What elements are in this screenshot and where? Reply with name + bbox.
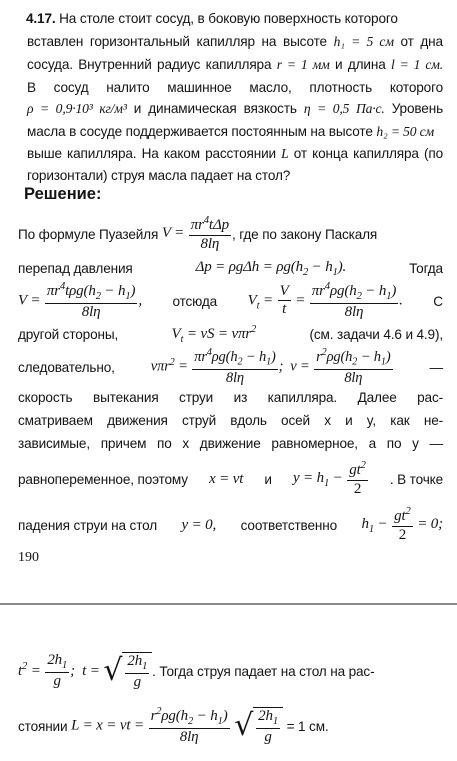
- solution-line-7: сматриваем движения струй вдоль осей x и y, как не-: [18, 413, 443, 428]
- solution-line-12: стоянии L = x = vt = $\frac{r^2\rho g(h_2 - h_1)}{8l\eta}$ √ $\frac{2h_1}{g}$ = 1 см.: [18, 706, 329, 746]
- problem-line-8: горизонтали) струя масла падает на стол?: [27, 168, 291, 183]
- formula-poiseuille: V = $\pi r^4t\Delta p$ 8lη: [161, 215, 229, 252]
- formula-vs: $V_t$ = vS = vπr$^2$: [171, 323, 257, 345]
- problem-line-4: В сосуд налито машинное масло, плотность которого: [27, 80, 443, 95]
- formula-distance: L = x = vt = $\frac{r^2\rho g(h_2 - h_1)}{8l\eta}$ √ $\frac{2h_1}{g}$: [71, 706, 283, 746]
- formula-flow-rate: $V_t$ = $\frac{V}{t}$ = $\frac{\pi r^4\rho g(h_2 - h_1)}{8l\eta}$ .: [247, 281, 403, 321]
- formula-y: $y = h_1$ − $\frac{gt^2}{2}$: [292, 460, 366, 497]
- solution-line-6: скорость вытекания струи из капилляра. Далее рас-: [18, 390, 443, 405]
- page-divider: [0, 603, 457, 605]
- formula-fall: $h_1$ − $\frac{gt^2}{2}$ = 0;: [361, 506, 443, 543]
- solution-line-3: V = $\pi r^4t\rho g(h_2 - h_1)$ 8lη , отсюда $V_t$ = $\frac{V}{t}$ = $\frac{\pi r^4\rho g(h_2 - h_1)}{8l\eta}$ . С: [18, 281, 443, 321]
- formula-x: x = vt: [209, 470, 244, 487]
- solution-line-11: $t^2$ = $\frac{2h_1}{g}$ ; t = √ $\frac{2h_1}{g}$ . Тогда струя падает на стол на рас-: [18, 651, 375, 690]
- problem-line-3: сосуда. Внутренний радиус капилляра r = 1 мм и длина l = 1 см.: [27, 57, 443, 72]
- solution-line-8: зависимые, причем по x движение равномерное, а по y —: [18, 436, 443, 451]
- page-number: 190: [18, 550, 39, 565]
- formula-volume: V = $\pi r^4t\rho g(h_2 - h_1)$ 8lη ,: [18, 281, 142, 321]
- formula-velocity: vπr$^2$ = $\frac{\pi r^4\rho g(h_2 - h_1)}{8l\eta}$ ; v = $\frac{r^2\rho g(h_2 - h_1)}{8l\eta}$: [150, 346, 391, 387]
- solution-heading: Решение:: [24, 185, 102, 203]
- problem-line-7: выше капилляра. На каком расстоянии L от конца капилляра (по: [27, 146, 444, 161]
- formula-y-zero: y = 0,: [181, 516, 217, 533]
- formula-time: $t^2$ = $\frac{2h_1}{g}$ ; t = √ $\frac{2h_1}{g}$: [18, 652, 152, 691]
- problem-number: 4.17.: [26, 11, 56, 26]
- solution-line-10: падения струи на стол y = 0, соответственно $h_1$ − $\frac{gt^2}{2}$ = 0;: [18, 506, 443, 543]
- solution-line-5: следовательно, vπr$^2$ = $\frac{\pi r^4\rho g(h_2 - h_1)}{8l\eta}$ ; v = $\frac{r^2\rho g(h_2 - h_1)}{8l\eta}$ —: [18, 346, 443, 387]
- problem-line-2: вставлен горизонтальный капилляр на высоте h₁ = 5 см от дна: [27, 34, 443, 49]
- problem-line-1: 4.17. На столе стоит сосуд, в боковую поверхность которого: [26, 11, 398, 26]
- solution-line-9: равнопеременное, поэтому x = vt и $y = h_1$ − $\frac{gt^2}{2}$ . В точке: [18, 460, 443, 497]
- problem-line-5: ρ = 0,9·10³ кг/м³ и динамическая вязкость η = 0,5 Па·с. Уровень: [27, 101, 444, 116]
- formula-pascal: $\Delta p = \rho g\Delta h = \rho g(h_2 - h_1)$.: [195, 258, 347, 278]
- problem-line-6: масла в сосуде поддерживается постоянным на высоте h₂ = 50 см: [27, 124, 435, 139]
- solution-line-4: другой стороны, $V_t$ = vS = vπr$^2$ (см. задачи 4.6 и 4.9),: [18, 323, 443, 345]
- solution-line-1: По формуле Пуазейля V = $\pi r^4t\Delta p$ 8lη , где по закону Паскаля: [18, 215, 378, 252]
- solution-line-2: перепад давления $\Delta p = \rho g\Delta h = \rho g(h_2 - h_1)$. Тогда: [18, 258, 443, 278]
